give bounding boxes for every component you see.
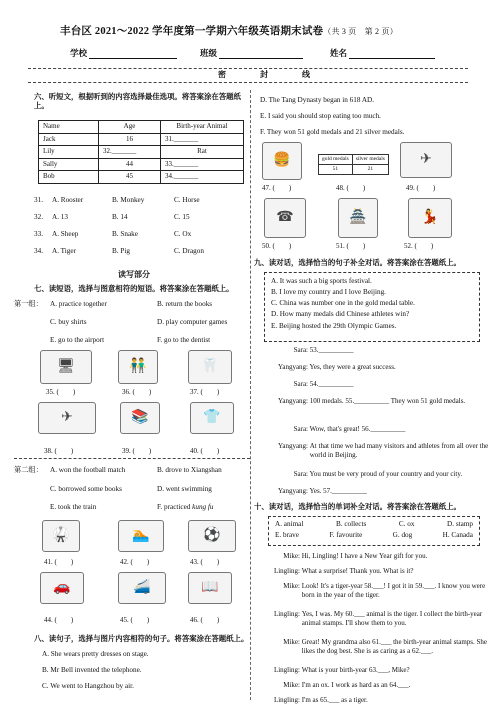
dialog-line: Lingling: What is your birth-year 63.___, Mike?	[273, 666, 410, 674]
kungfu-picture: 🥋	[42, 520, 80, 552]
school-field: 学校	[70, 48, 177, 59]
q38[interactable]: 38. ( )	[44, 447, 74, 455]
sec10-heading: 十、读对话，选择恰当的单词补全对话。将答案涂在答题纸上。	[254, 502, 461, 511]
table-row: Bob 45 34._______	[39, 171, 244, 184]
shirts-picture: 👕	[190, 402, 234, 434]
dialog-line: Mike: Look! It's a tiger-year 58.___! I got it in 59.___. I know you were born in the year of the tiger.	[283, 582, 486, 599]
name-field: 姓名	[330, 48, 435, 59]
swimming-picture: 🏊	[118, 520, 164, 552]
table-row: Jack 16 31._______	[39, 133, 244, 146]
airport-picture: ✈	[38, 402, 96, 434]
q50[interactable]: 50. ( )	[262, 242, 292, 250]
option: D. How many medals did Chinese athletes win?	[271, 310, 410, 319]
q42[interactable]: 42. ( )	[120, 558, 150, 566]
option: D. went swimming	[157, 485, 212, 493]
dialog-line: Sara: 54.__________	[293, 380, 354, 388]
seal-line-bottom	[28, 82, 468, 83]
class-input[interactable]	[219, 49, 303, 59]
seal-char-1: 密	[218, 70, 227, 79]
dialog-line: Yangyang: At that time we had many visitors and athletes from all over the world in Beijing.	[277, 442, 489, 459]
q51[interactable]: 51. ( )	[336, 242, 366, 250]
q45[interactable]: 45. ( )	[120, 616, 150, 624]
q46[interactable]: 46. ( )	[190, 616, 220, 624]
dialog-line: Sara: 53.__________	[293, 346, 354, 354]
group1-label: 第一组：	[14, 300, 43, 308]
question-row: 33. A. Sheep B. Snake C. Ox	[34, 230, 192, 238]
option: D. play computer games	[157, 318, 228, 326]
dialog-line: Yangyang: Yes. 57.__________	[277, 487, 367, 495]
q35[interactable]: 35. ( )	[46, 388, 76, 396]
dialog-line: Mike: Hi, Lingling! I have a New Year gift for you.	[283, 552, 428, 560]
q52[interactable]: 52. ( )	[404, 242, 434, 250]
class-field: 班级	[200, 48, 303, 59]
table-row: Lily 32._______ Rat	[39, 146, 244, 159]
options-row: A. animal B. collects C. ox D. stamp	[275, 520, 473, 528]
dialog-line: Sara: You must be very proud of your country and your city.	[293, 470, 463, 478]
books-picture: 📚	[120, 402, 160, 434]
dialog-line: Lingling: What a surprise! Thank you. What is it?	[273, 567, 414, 575]
question-row: 32. A. 13 B. 14 C. 15	[34, 213, 190, 221]
tang-dynasty-picture: 🏯	[338, 198, 378, 238]
column-divider	[250, 90, 251, 700]
option: D. The Tang Dynasty began in 618 AD.	[260, 96, 375, 104]
question-row: 31. A. Rooster B. Monkey C. Horse	[34, 196, 200, 204]
option: E. go to the airport	[50, 336, 105, 344]
option: F. They won 51 gold medals and 21 silver medals.	[260, 128, 405, 136]
overeating-picture: 🍔	[262, 142, 302, 180]
birth-animal-table	[38, 120, 244, 184]
q48[interactable]: 48. ( )	[336, 184, 366, 192]
q49[interactable]: 49. ( )	[406, 184, 436, 192]
option: C. China was number one in the gold medal table.	[271, 299, 415, 308]
q37[interactable]: 37. ( )	[190, 388, 220, 396]
q36[interactable]: 36. ( )	[122, 388, 152, 396]
option: F. go to the dentist	[157, 336, 211, 344]
dialog-line: Yangyang: 100 medals. 55.__________ They won 51 gold medals.	[277, 397, 466, 405]
group2-label: 第二组：	[14, 466, 43, 474]
option: A. won the football match	[50, 466, 126, 474]
option: E. took the train	[50, 503, 97, 511]
q39[interactable]: 39. ( )	[122, 447, 152, 455]
train-picture: 🚄	[118, 572, 166, 604]
option: A. It was such a big sports festival.	[271, 277, 372, 285]
sec6-heading: 六、听短文，根据听到的内容选择最佳选项。将答案涂在答题纸上。	[34, 92, 241, 111]
dialog-line: Lingling: I'm as 65.___ as a tiger.	[273, 696, 368, 704]
option: E. Beijing hosted the 29th Olympic Games.	[271, 321, 397, 330]
dialog-line: Sara: Wow, that's great! 56.__________	[293, 425, 406, 433]
sec10-dialog	[256, 552, 492, 704]
car-picture: 🚗	[40, 572, 84, 604]
option: B. return the books	[157, 300, 213, 308]
sec10-options-box	[268, 516, 480, 546]
option: B. drove to Xiangshan	[157, 466, 222, 474]
option: E. I said you should stop eating too much.	[260, 112, 381, 120]
option: A. She wears pretty dresses on stage.	[42, 650, 149, 658]
q44[interactable]: 44. ( )	[44, 616, 74, 624]
q47[interactable]: 47. ( )	[262, 184, 292, 192]
option: F. practiced kung fu	[157, 503, 214, 511]
sec9-heading: 九、读对话，选择恰当的句子补全对话。将答案涂在答题纸上。	[254, 258, 461, 267]
seal-line-top	[28, 68, 468, 69]
computer-games-picture: 🖥	[40, 350, 92, 384]
school-input[interactable]	[89, 49, 177, 59]
name-input[interactable]	[349, 49, 435, 59]
airplane-picture: ✈	[400, 142, 452, 178]
options-row: E. brave F. favourite G. dog H. Canada	[275, 531, 473, 540]
sec9-dialog	[258, 346, 490, 504]
page-title: 丰台区 2021～2022 学年度第一学期六年级英语期末试卷（共 3 页 第 2 页）	[60, 26, 398, 37]
option: B. I love my country and I love Beijing.	[271, 288, 386, 297]
sec6-questions	[34, 196, 246, 264]
col-animal: Birth-year Animal	[161, 121, 244, 134]
option: C. buy shirts	[50, 318, 87, 326]
col-name: Name	[39, 121, 99, 134]
dialog-line: Yangyang: Yes, they were a great success.	[277, 363, 396, 371]
table-row: Sally 44 33._______	[39, 158, 244, 171]
dentist-picture: 🦷	[188, 350, 232, 384]
practice-together-picture: 👬	[118, 350, 158, 384]
q40[interactable]: 40. ( )	[190, 447, 220, 455]
sec7-heading: 七、读短语，选择与图意相符的短语。将答案涂在答题纸上。	[34, 284, 234, 293]
sec8-heading: 八、读句子，选择与图片内容相符的句子。将答案涂在答题纸上。	[34, 634, 249, 643]
q43[interactable]: 43. ( )	[190, 558, 220, 566]
option: A. practice together	[50, 300, 107, 308]
seal-char-2: 封	[260, 70, 269, 79]
divider	[14, 458, 250, 459]
dialog-line: Mike: Great! My grandma also 61.___ the birth-year animal stamps. She likes the dog best. She is as caring as a 62.___.	[283, 638, 488, 655]
sec9-options-box	[264, 272, 480, 342]
dialog-line: Lingling: Yes, I was. My 60.___ animal is the tiger. I collect the birth-year animal stamps. I'll show them to you.	[273, 610, 483, 627]
reading-part-title: 读写部分	[118, 270, 150, 279]
library-picture: 📖	[188, 572, 232, 604]
medal-table: gold medals silver medals 51 21	[318, 154, 389, 175]
option: B. Mr Bell invented the telephone.	[42, 666, 142, 674]
option: C. We went to Hangzhou by air.	[42, 682, 134, 690]
question-row: 34. A. Tiger B. Pig C. Dragon	[34, 247, 204, 255]
dialog-line: Mike: I'm an ox. I work as hard as an 64.___.	[283, 681, 411, 689]
option: C. borrowed some books	[50, 485, 122, 493]
football-picture: ⚽	[188, 520, 236, 552]
seal-char-3: 线	[302, 70, 311, 79]
dancer-picture: 💃	[408, 198, 452, 238]
q41[interactable]: 41. ( )	[44, 558, 74, 566]
col-age: Age	[99, 121, 161, 134]
telephone-picture: ☎	[264, 198, 306, 238]
